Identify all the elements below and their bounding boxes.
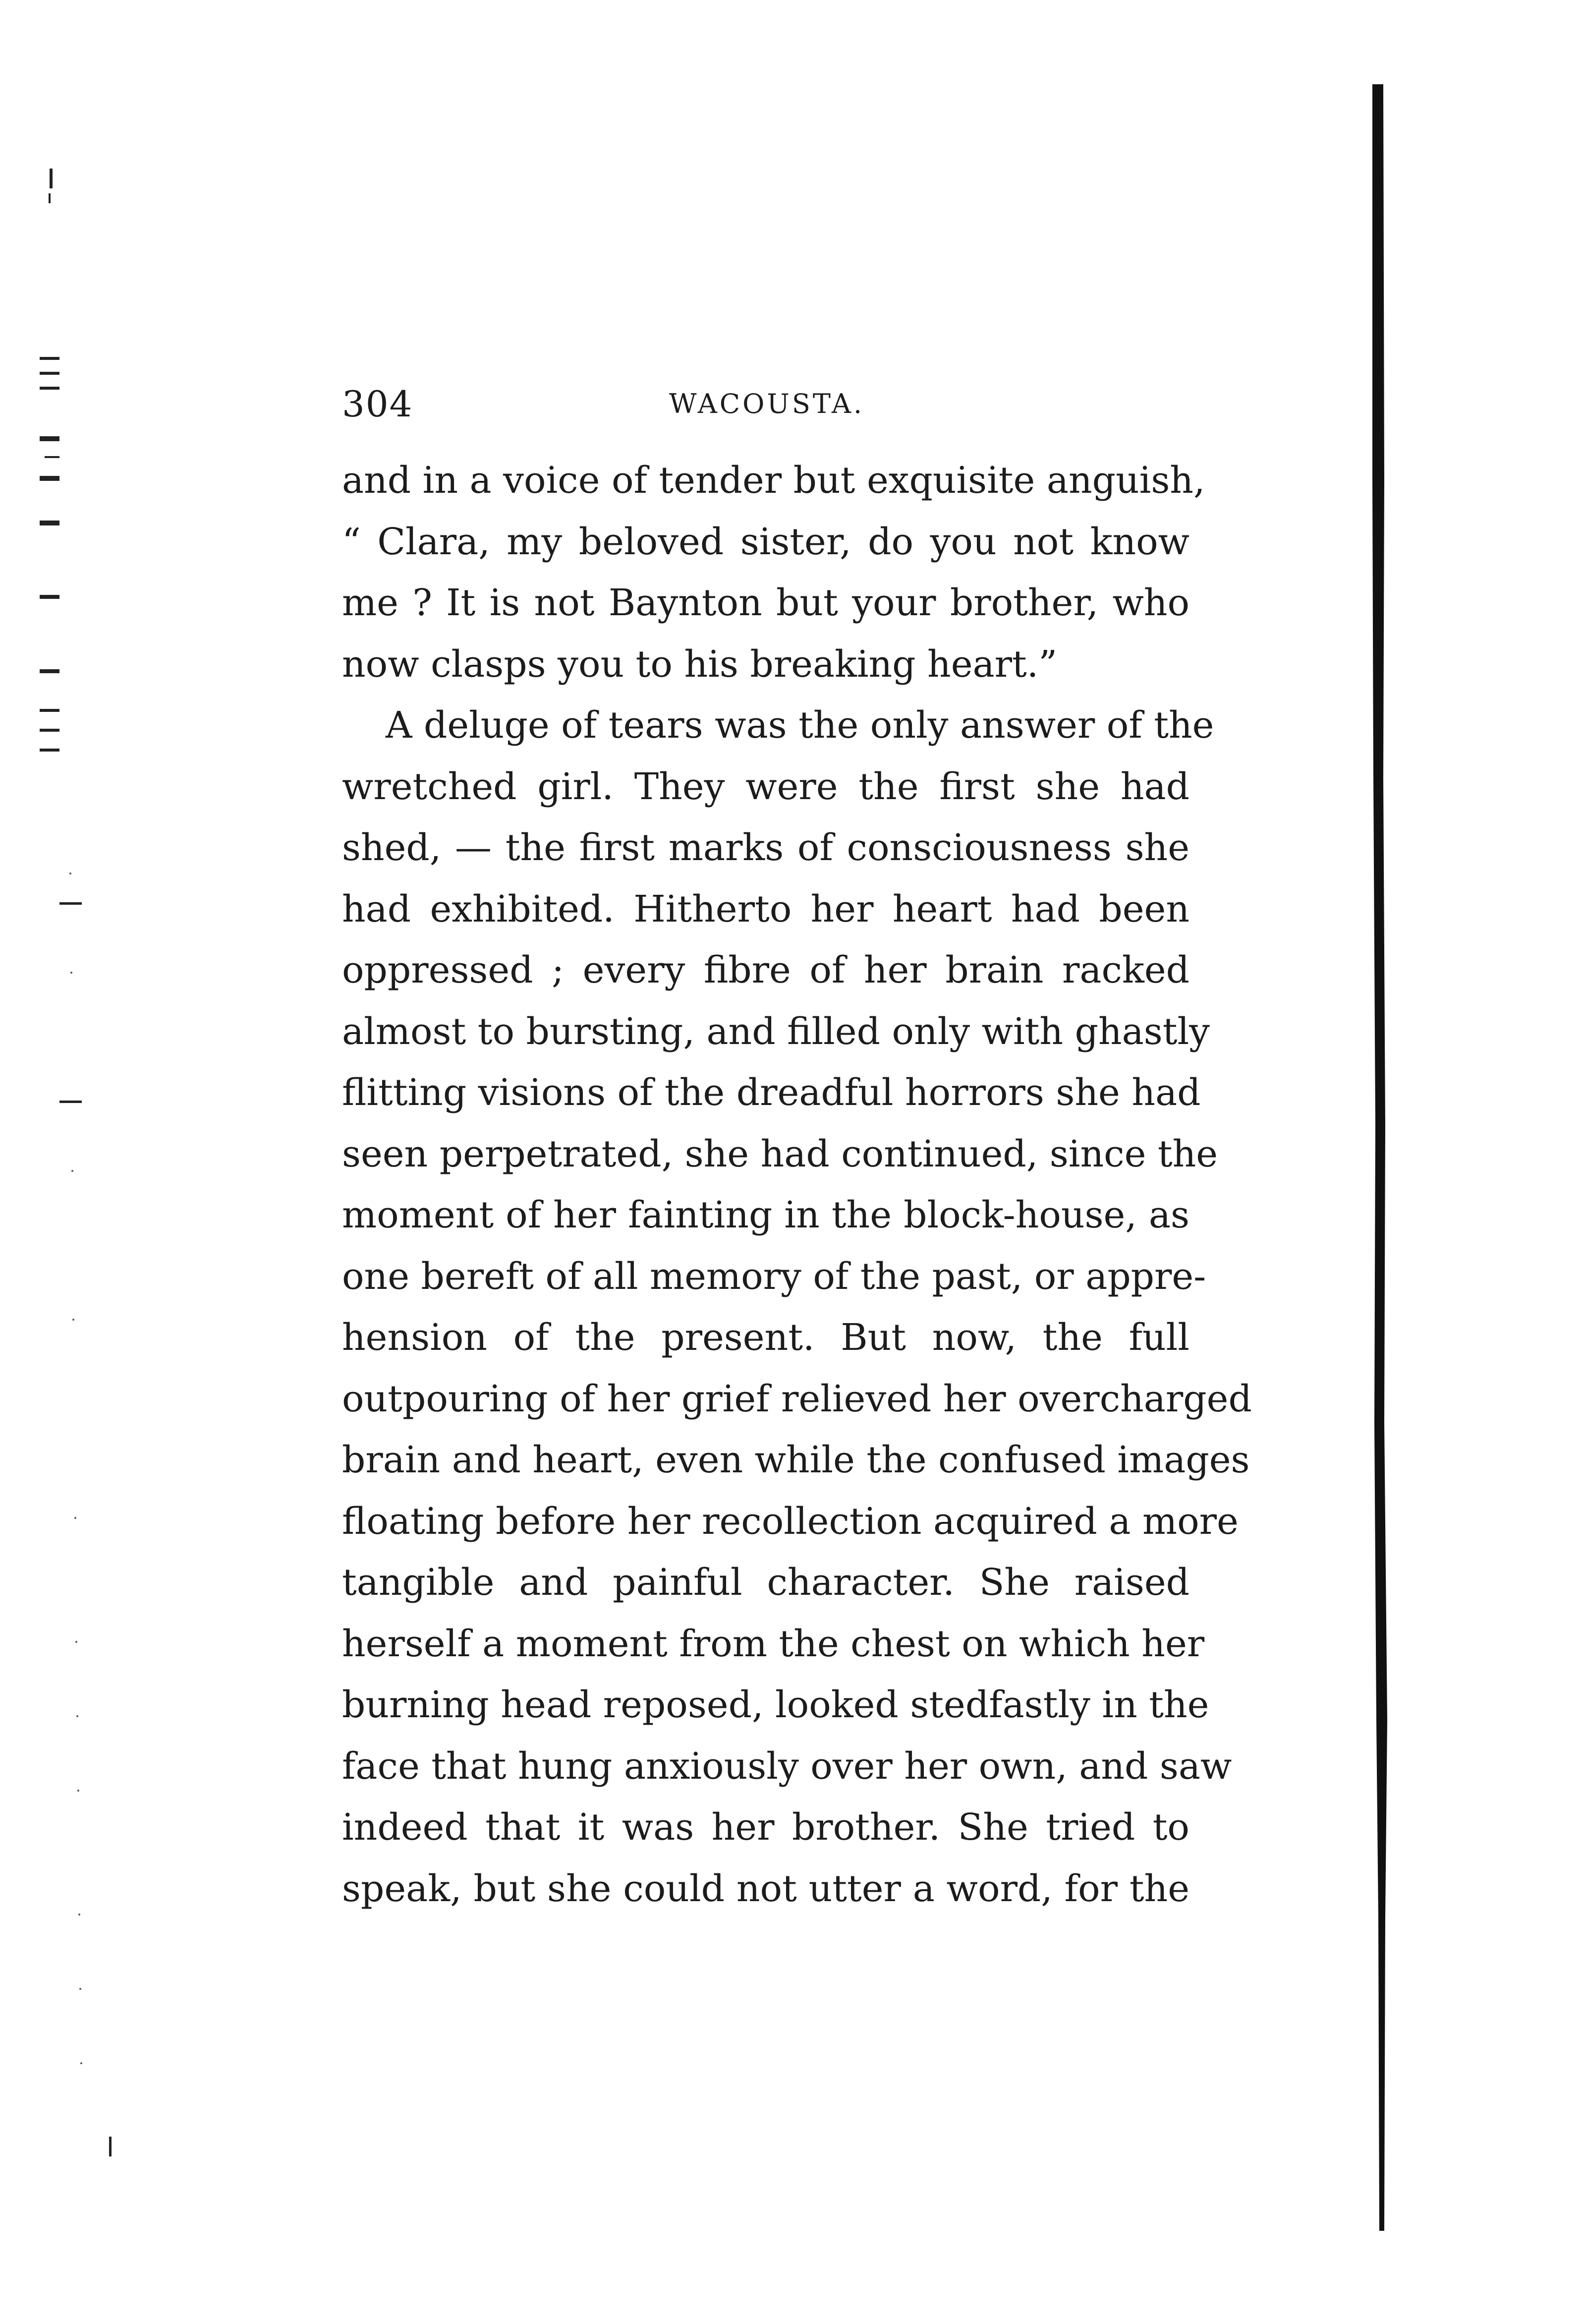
text-line: tangible and painful character. She raised: [342, 1561, 1189, 1604]
text-line: floating before her recollection acquired a more: [342, 1500, 1239, 1543]
text-line: A deluge of tears was the only answer of the: [386, 704, 1214, 747]
text-line: speak, but she could not utter a word, for the: [342, 1867, 1189, 1910]
text-line: outpouring of her grief relieved her overcharged: [342, 1377, 1252, 1420]
text-line: face that hung anxiously over her own, and saw: [342, 1744, 1232, 1788]
running-title: WACOUSTA.: [669, 388, 865, 419]
page-number: 304: [342, 383, 413, 425]
text-line: “ Clara, my beloved sister, do you not know: [342, 520, 1189, 563]
body-text: [342, 450, 1252, 1919]
text-line: me ? It is not Baynton but your brother, who: [342, 581, 1189, 624]
text-line: moment of her fainting in the block-house, as: [342, 1194, 1189, 1236]
binding-edge: [1370, 84, 1390, 2231]
text-line: brain and heart, even while the confused images: [342, 1439, 1250, 1481]
text-line: had exhibited. Hitherto her heart had been: [342, 887, 1189, 930]
text-line: seen perpetrated, she had continued, since the: [342, 1132, 1218, 1175]
text-line: herself a moment from the chest on which her: [342, 1622, 1205, 1665]
text-line: one bereft of all memory of the past, or appre-: [342, 1255, 1206, 1298]
text-line: hension of the present. But now, the full: [342, 1316, 1189, 1359]
text-line: burning head reposed, looked stedfastly in the: [342, 1684, 1209, 1726]
text-line: and in a voice of tender but exquisite anguish,: [342, 459, 1205, 502]
text-line: wretched girl. They were the first she had: [342, 765, 1189, 808]
text-line: shed, — the first marks of consciousness she: [342, 826, 1189, 869]
running-header: [342, 377, 1185, 431]
text-line: flitting visions of the dreadful horrors she had: [342, 1071, 1201, 1114]
text-line: almost to bursting, and filled only with ghastly: [342, 1010, 1210, 1053]
text-line: oppressed ; every fibre of her brain racked: [342, 949, 1189, 991]
text-line: now clasps you to his breaking heart.”: [342, 642, 1058, 686]
scan-artifacts-left: [40, 129, 114, 2186]
text-line: indeed that it was her brother. She tried to: [342, 1806, 1189, 1849]
